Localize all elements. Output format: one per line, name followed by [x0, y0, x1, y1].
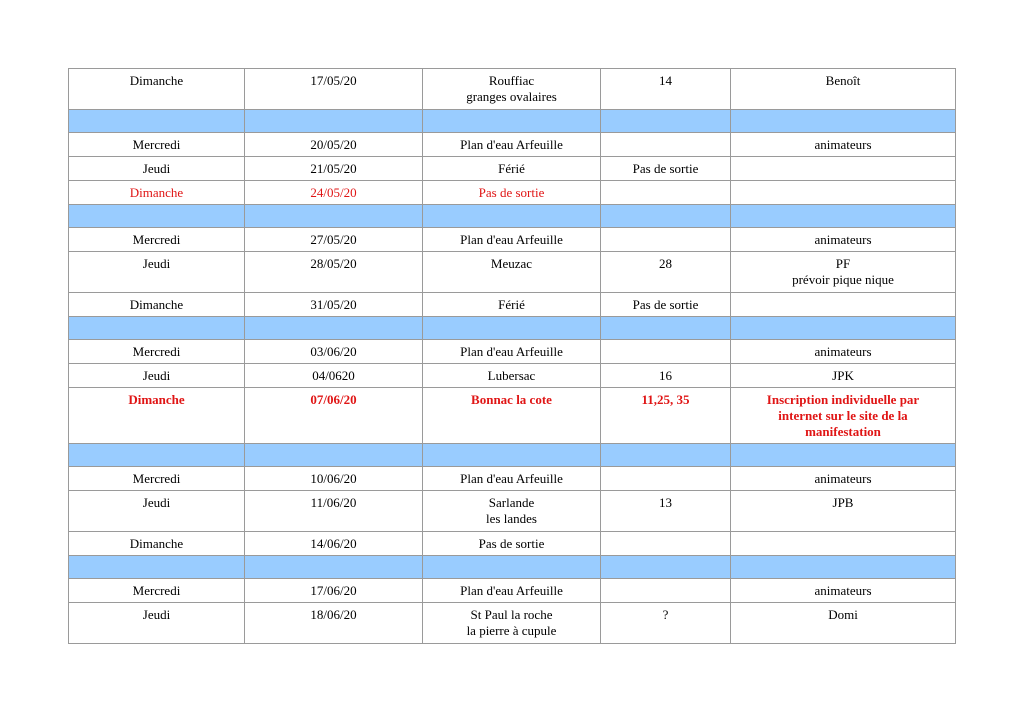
- schedule-row: [69, 364, 956, 388]
- distance-cell: 14: [601, 69, 731, 110]
- schedule-row: [69, 293, 956, 317]
- distance-cell: [601, 181, 731, 205]
- distance-cell: 28: [601, 252, 731, 293]
- date-cell: 10/06/20: [245, 467, 423, 491]
- date-cell: 27/05/20: [245, 228, 423, 252]
- day-cell: Dimanche: [69, 69, 245, 110]
- leader-cell: [731, 532, 956, 556]
- distance-cell: ?: [601, 603, 731, 644]
- date-cell: 17/05/20: [245, 69, 423, 110]
- day-cell: Dimanche: [69, 532, 245, 556]
- separator-cell: [423, 317, 601, 340]
- leader-cell: [731, 293, 956, 317]
- outing-schedule-table: [68, 68, 956, 644]
- schedule-row: [69, 133, 956, 157]
- week-separator-row: [69, 556, 956, 579]
- separator-cell: [731, 556, 956, 579]
- day-cell: Dimanche: [69, 293, 245, 317]
- schedule-row: [69, 252, 956, 293]
- schedule-row: [69, 69, 956, 110]
- week-separator-row: [69, 110, 956, 133]
- location-cell: Meuzac: [423, 252, 601, 293]
- separator-cell: [731, 317, 956, 340]
- day-cell: Mercredi: [69, 133, 245, 157]
- day-cell: Dimanche: [69, 388, 245, 444]
- separator-cell: [731, 110, 956, 133]
- location-cell: Lubersac: [423, 364, 601, 388]
- location-cell: Plan d'eau Arfeuille: [423, 228, 601, 252]
- date-cell: 21/05/20: [245, 157, 423, 181]
- separator-cell: [245, 317, 423, 340]
- location-cell: Pas de sortie: [423, 181, 601, 205]
- distance-cell: [601, 579, 731, 603]
- distance-cell: Pas de sortie: [601, 293, 731, 317]
- distance-cell: 13: [601, 491, 731, 532]
- day-cell: Jeudi: [69, 252, 245, 293]
- separator-cell: [69, 444, 245, 467]
- week-separator-row: [69, 444, 956, 467]
- separator-cell: [245, 556, 423, 579]
- leader-cell: animateurs: [731, 579, 956, 603]
- schedule-row: [69, 579, 956, 603]
- day-cell: Jeudi: [69, 603, 245, 644]
- separator-cell: [423, 110, 601, 133]
- location-cell: Rouffiac granges ovalaires: [423, 69, 601, 110]
- distance-cell: 11,25, 35: [601, 388, 731, 444]
- day-cell: Mercredi: [69, 228, 245, 252]
- location-cell: Plan d'eau Arfeuille: [423, 340, 601, 364]
- date-cell: 11/06/20: [245, 491, 423, 532]
- schedule-row: [69, 340, 956, 364]
- schedule-row: [69, 388, 956, 444]
- leader-cell: Inscription individuelle par internet sur le site de la manifestation: [731, 388, 956, 444]
- schedule-row: [69, 532, 956, 556]
- leader-cell: [731, 181, 956, 205]
- schedule-row: [69, 491, 956, 532]
- date-cell: 03/06/20: [245, 340, 423, 364]
- separator-cell: [601, 317, 731, 340]
- day-cell: Jeudi: [69, 157, 245, 181]
- distance-cell: [601, 532, 731, 556]
- separator-cell: [423, 444, 601, 467]
- week-separator-row: [69, 317, 956, 340]
- separator-cell: [245, 110, 423, 133]
- day-cell: Mercredi: [69, 467, 245, 491]
- schedule-row: [69, 157, 956, 181]
- distance-cell: [601, 133, 731, 157]
- separator-cell: [601, 444, 731, 467]
- location-cell: St Paul la roche la pierre à cupule: [423, 603, 601, 644]
- location-cell: Pas de sortie: [423, 532, 601, 556]
- separator-cell: [423, 556, 601, 579]
- separator-cell: [731, 205, 956, 228]
- leader-cell: animateurs: [731, 467, 956, 491]
- separator-cell: [245, 205, 423, 228]
- distance-cell: Pas de sortie: [601, 157, 731, 181]
- leader-cell: Benoît: [731, 69, 956, 110]
- date-cell: 20/05/20: [245, 133, 423, 157]
- location-cell: Plan d'eau Arfeuille: [423, 579, 601, 603]
- date-cell: 07/06/20: [245, 388, 423, 444]
- leader-cell: PF prévoir pique nique: [731, 252, 956, 293]
- day-cell: Mercredi: [69, 579, 245, 603]
- week-separator-row: [69, 205, 956, 228]
- location-cell: Férié: [423, 293, 601, 317]
- date-cell: 31/05/20: [245, 293, 423, 317]
- day-cell: Jeudi: [69, 491, 245, 532]
- date-cell: 04/0620: [245, 364, 423, 388]
- schedule-row: [69, 603, 956, 644]
- separator-cell: [69, 556, 245, 579]
- leader-cell: JPK: [731, 364, 956, 388]
- leader-cell: animateurs: [731, 133, 956, 157]
- separator-cell: [69, 110, 245, 133]
- schedule-body: [69, 69, 956, 644]
- location-cell: Plan d'eau Arfeuille: [423, 467, 601, 491]
- day-cell: Jeudi: [69, 364, 245, 388]
- schedule-row: [69, 181, 956, 205]
- separator-cell: [601, 205, 731, 228]
- separator-cell: [731, 444, 956, 467]
- distance-cell: [601, 340, 731, 364]
- separator-cell: [423, 205, 601, 228]
- separator-cell: [245, 444, 423, 467]
- date-cell: 24/05/20: [245, 181, 423, 205]
- separator-cell: [69, 317, 245, 340]
- location-cell: Sarlande les landes: [423, 491, 601, 532]
- leader-cell: animateurs: [731, 228, 956, 252]
- date-cell: 14/06/20: [245, 532, 423, 556]
- date-cell: 17/06/20: [245, 579, 423, 603]
- date-cell: 28/05/20: [245, 252, 423, 293]
- leader-cell: Domi: [731, 603, 956, 644]
- location-cell: Plan d'eau Arfeuille: [423, 133, 601, 157]
- day-cell: Dimanche: [69, 181, 245, 205]
- distance-cell: [601, 467, 731, 491]
- separator-cell: [601, 110, 731, 133]
- day-cell: Mercredi: [69, 340, 245, 364]
- location-cell: Bonnac la cote: [423, 388, 601, 444]
- schedule-row: [69, 228, 956, 252]
- leader-cell: [731, 157, 956, 181]
- date-cell: 18/06/20: [245, 603, 423, 644]
- location-cell: Férié: [423, 157, 601, 181]
- separator-cell: [69, 205, 245, 228]
- schedule-row: [69, 467, 956, 491]
- leader-cell: JPB: [731, 491, 956, 532]
- distance-cell: 16: [601, 364, 731, 388]
- separator-cell: [601, 556, 731, 579]
- leader-cell: animateurs: [731, 340, 956, 364]
- distance-cell: [601, 228, 731, 252]
